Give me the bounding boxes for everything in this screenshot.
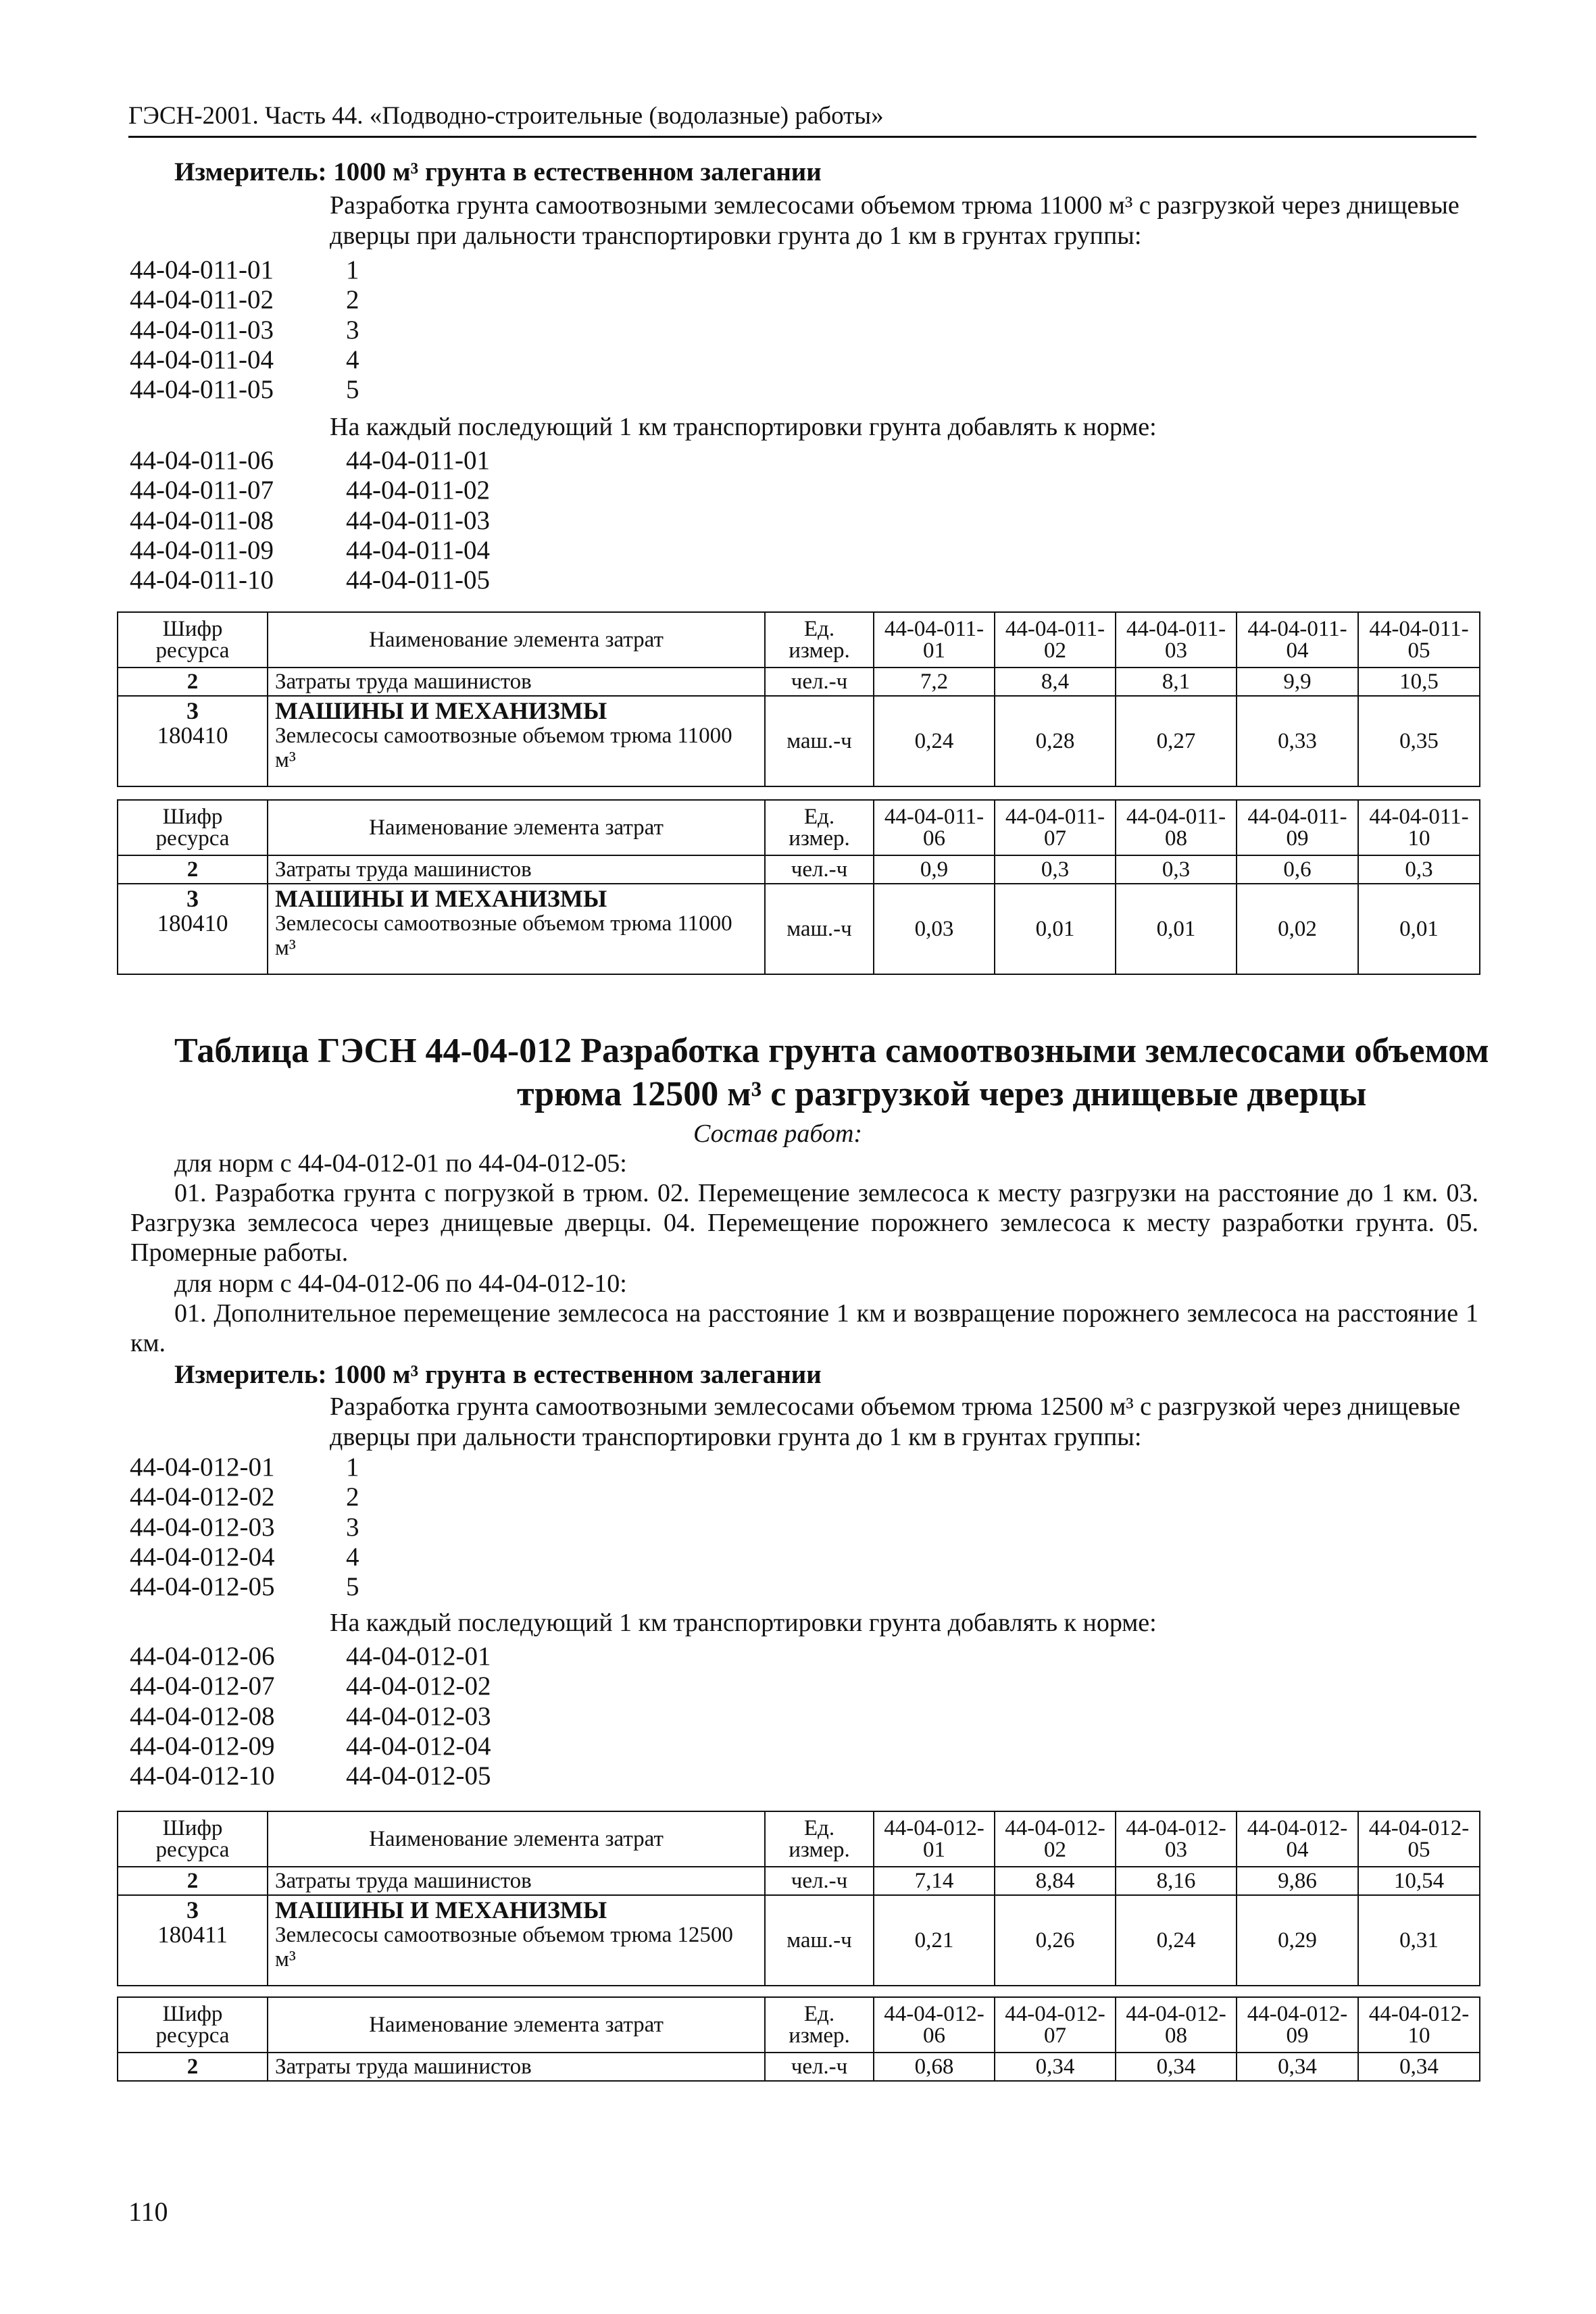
norm-column-header: 44-04-011-05	[1358, 612, 1480, 668]
norm-code: 44-04-012-02	[130, 1482, 275, 1512]
norm-column-header: 44-04-012-03	[1116, 1811, 1237, 1867]
resource-unit: чел.-ч	[765, 855, 874, 884]
value-cell: 0,31	[1358, 1895, 1480, 1986]
soil-group: 5	[346, 375, 359, 405]
unit-header: Ед. измер.	[765, 1997, 874, 2053]
value-cell: 0,33	[1237, 696, 1358, 786]
norm-row	[130, 255, 359, 285]
ref-code: 44-04-011-03	[346, 505, 491, 535]
value-cell: 0,01	[995, 884, 1116, 974]
section-code: 3	[186, 697, 199, 724]
soil-group: 2	[346, 285, 359, 315]
norm-column-header: 44-04-011-03	[1116, 612, 1237, 668]
cipher-header: Шифр ресурса	[118, 1997, 268, 2053]
table-header-row	[118, 800, 1480, 855]
norm-description: Разработка грунта самоотвозными землесосами объемом трюма 11000 м³ с разгрузкой через днищевые дверцы при дальности транспортировки грунта до 1 км в грунтах группы:	[330, 191, 1460, 250]
value-cell: 0,34	[995, 2053, 1116, 2081]
norm-range-text: для норм с 44-04-012-06 по 44-04-012-10:	[174, 1269, 627, 1298]
norm-row	[130, 1482, 359, 1512]
ref-code: 44-04-011-01	[346, 446, 491, 475]
value-cell: 0,68	[874, 2053, 995, 2081]
resource-code: 180410	[157, 910, 228, 936]
norm-column-header: 44-04-012-09	[1237, 1997, 1358, 2053]
page-header: ГЭСН-2001. Часть 44. «Подводно-строительные (водолазные) работы»	[128, 101, 1476, 138]
per-km-row	[130, 1642, 491, 1671]
value-cell: 0,21	[874, 1895, 995, 1986]
soil-group: 3	[346, 1512, 359, 1542]
unit-header: Ед. измер.	[765, 800, 874, 855]
ref-code: 44-04-011-05	[346, 565, 491, 595]
resource-unit: чел.-ч	[765, 2053, 874, 2081]
resource-table	[117, 799, 1480, 975]
resource-code: 180411	[157, 1921, 228, 1948]
page-number: 110	[128, 2196, 168, 2227]
norm-row	[130, 1572, 359, 1602]
name-header: Наименование элемента затрат	[268, 612, 765, 668]
norm-code: 44-04-011-04	[130, 345, 274, 374]
machines-row	[118, 696, 1480, 786]
value-cell: 0,34	[1237, 2053, 1358, 2081]
norm-row	[130, 1513, 359, 1542]
value-cell: 7,2	[874, 668, 995, 696]
resource-unit: чел.-ч	[765, 668, 874, 696]
value-cell: 10,54	[1358, 1867, 1480, 1895]
value-cell: 0,29	[1237, 1895, 1358, 1986]
per-km-row	[130, 476, 490, 505]
per-km-row	[130, 1732, 491, 1761]
per-km-row	[130, 536, 490, 565]
resource-unit: маш.-ч	[765, 884, 874, 974]
norm-column-header: 44-04-012-05	[1358, 1811, 1480, 1867]
per-km-list	[130, 1642, 491, 1791]
ref-code: 44-04-012-02	[346, 1671, 491, 1701]
machines-name-cell	[268, 1895, 765, 1986]
resource-unit: маш.-ч	[765, 1895, 874, 1986]
soil-group: 4	[346, 345, 359, 374]
labor-row	[118, 855, 1480, 884]
norm-code: 44-04-011-10	[130, 565, 274, 595]
norm-code: 44-04-011-08	[130, 505, 274, 535]
norm-code: 44-04-012-09	[130, 1731, 275, 1761]
cipher-header: Шифр ресурса	[118, 1811, 268, 1867]
soil-group: 4	[346, 1542, 359, 1571]
cipher-header: Шифр ресурса	[118, 800, 268, 855]
ref-code: 44-04-012-01	[346, 1642, 491, 1671]
value-cell: 9,9	[1237, 668, 1358, 696]
per-km-row	[130, 1761, 491, 1791]
resource-code: 2	[118, 855, 268, 884]
value-cell: 8,16	[1116, 1867, 1237, 1895]
resource-name: Землесосы самоотвозные объемом трюма 12500 м³	[275, 1923, 733, 1971]
value-cell: 0,24	[874, 696, 995, 786]
resource-unit: чел.-ч	[765, 1867, 874, 1895]
value-cell: 8,1	[1116, 668, 1237, 696]
resource-code: 2	[118, 668, 268, 696]
norm-code: 44-04-011-07	[130, 476, 274, 505]
section-code: 3	[186, 885, 199, 912]
norm-code: 44-04-011-09	[130, 535, 274, 565]
norm-code: 44-04-012-06	[130, 1642, 275, 1671]
norm-code: 44-04-012-07	[130, 1671, 275, 1701]
value-cell: 0,3	[1116, 855, 1237, 884]
measure-line: Измеритель: 1000 м³ грунта в естественном залегании	[174, 1360, 822, 1389]
measure-line: Измеритель: 1000 м³ грунта в естественном залегании	[174, 157, 822, 186]
resource-code: 2	[118, 1867, 268, 1895]
norm-description: Разработка грунта самоотвозными землесосами объемом трюма 12500 м³ с разгрузкой через днищевые дверцы при дальности транспортировки грунта до 1 км в грунтах группы:	[330, 1392, 1461, 1451]
norm-code: 44-04-012-05	[130, 1572, 275, 1602]
value-cell: 8,84	[995, 1867, 1116, 1895]
section-code: 3	[186, 1896, 199, 1923]
norm-row	[130, 316, 359, 345]
norm-code: 44-04-012-01	[130, 1453, 275, 1482]
resource-code: 180410	[157, 722, 228, 749]
value-cell: 10,5	[1358, 668, 1480, 696]
value-cell: 0,03	[874, 884, 995, 974]
machines-row	[118, 884, 1480, 974]
resource-name: Затраты труда машинистов	[268, 2053, 765, 2081]
section-title: МАШИНЫ И МЕХАНИЗМЫ	[275, 885, 607, 912]
name-header: Наименование элемента затрат	[268, 800, 765, 855]
value-cell: 0,28	[995, 696, 1116, 786]
resource-name: Затраты труда машинистов	[268, 855, 765, 884]
resource-name: Затраты труда машинистов	[268, 1867, 765, 1895]
value-cell: 0,34	[1116, 2053, 1237, 2081]
value-cell: 0,02	[1237, 884, 1358, 974]
section-title: Таблица ГЭСН 44-04-012 Разработка грунта самоотвозными землесосами объемом	[174, 1032, 1489, 1070]
norm-range-text: для норм с 44-04-012-01 по 44-04-012-05:	[174, 1149, 627, 1178]
norm-column-header: 44-04-012-04	[1237, 1811, 1358, 1867]
norm-code: 44-04-011-01	[130, 255, 274, 284]
resource-table	[117, 611, 1480, 787]
resource-table	[117, 1996, 1480, 2082]
machines-row	[118, 1895, 1480, 1986]
resource-table	[117, 1811, 1480, 1986]
resource-code: 2	[118, 2053, 268, 2081]
value-cell: 0,3	[995, 855, 1116, 884]
norm-code: 44-04-012-04	[130, 1542, 275, 1571]
norm-code: 44-04-011-06	[130, 446, 274, 475]
norm-column-header: 44-04-012-08	[1116, 1997, 1237, 2053]
labor-row	[118, 1867, 1480, 1895]
value-cell: 0,01	[1116, 884, 1237, 974]
norm-column-header: 44-04-011-02	[995, 612, 1116, 668]
norm-column-header: 44-04-011-01	[874, 612, 995, 668]
resource-name: Затраты труда машинистов	[268, 668, 765, 696]
norm-code: 44-04-012-10	[130, 1761, 275, 1791]
value-cell: 9,86	[1237, 1867, 1358, 1895]
value-cell: 0,01	[1358, 884, 1480, 974]
norm-row	[130, 345, 359, 375]
value-cell: 7,14	[874, 1867, 995, 1895]
labor-row	[118, 668, 1480, 696]
norm-column-header: 44-04-011-09	[1237, 800, 1358, 855]
norm-code: 44-04-011-02	[130, 285, 274, 315]
unit-header: Ед. измер.	[765, 1811, 874, 1867]
works-paragraph: 01. Дополнительное перемещение землесоса на расстояние 1 км и возвращение порожнего землесоса на расстояние 1 км.	[130, 1299, 1478, 1357]
resource-unit: маш.-ч	[765, 696, 874, 786]
norm-column-header: 44-04-011-07	[995, 800, 1116, 855]
soil-group: 3	[346, 315, 359, 345]
section-title: МАШИНЫ И МЕХАНИЗМЫ	[275, 697, 607, 724]
norm-codes-list	[130, 255, 359, 405]
per-km-text: На каждый последующий 1 км транспортировки грунта добавлять к норме:	[330, 1609, 1157, 1637]
per-km-text: На каждый последующий 1 км транспортировки грунта добавлять к норме:	[330, 413, 1157, 441]
norm-codes-list	[130, 1453, 359, 1602]
norm-code: 44-04-011-05	[130, 375, 274, 405]
norm-column-header: 44-04-012-02	[995, 1811, 1116, 1867]
cipher-header: Шифр ресурса	[118, 612, 268, 668]
labor-row	[118, 2053, 1480, 2081]
ref-code: 44-04-012-04	[346, 1731, 491, 1761]
ref-code: 44-04-012-03	[346, 1701, 491, 1731]
norm-column-header: 44-04-011-06	[874, 800, 995, 855]
norm-row	[130, 285, 359, 315]
norm-column-header: 44-04-011-10	[1358, 800, 1480, 855]
machines-code-cell	[118, 696, 268, 786]
ref-code: 44-04-012-05	[346, 1761, 491, 1791]
value-cell: 0,24	[1116, 1895, 1237, 1986]
works-paragraph: 01. Разработка грунта с погрузкой в трюм. 02. Перемещение землесоса к месту разгрузки на расстояние до 1 км. 03. Разгрузка землесоса через днищевые дверцы. 04. Перемещение порожнего землесоса к месту разработки грунта. 05. Промерные работы.	[130, 1179, 1478, 1267]
value-cell: 0,26	[995, 1895, 1116, 1986]
value-cell: 0,6	[1237, 855, 1358, 884]
norm-code: 44-04-011-03	[130, 315, 274, 345]
norm-column-header: 44-04-011-04	[1237, 612, 1358, 668]
table-header-row	[118, 1811, 1480, 1867]
section-title-line2: трюма 12500 м³ с разгрузкой через днищевые дверцы	[517, 1075, 1367, 1113]
value-cell: 0,34	[1358, 2053, 1480, 2081]
soil-group: 2	[346, 1482, 359, 1512]
name-header: Наименование элемента затрат	[268, 1997, 765, 2053]
machines-code-cell	[118, 884, 268, 974]
machines-code-cell	[118, 1895, 268, 1986]
resource-name: Землесосы самоотвозные объемом трюма 11000 м³	[275, 911, 732, 960]
value-cell: 0,27	[1116, 696, 1237, 786]
norm-column-header: 44-04-012-01	[874, 1811, 995, 1867]
ref-code: 44-04-011-02	[346, 476, 491, 505]
per-km-row	[130, 1671, 491, 1701]
soil-group: 1	[346, 1453, 359, 1482]
composition-heading: Состав работ:	[693, 1120, 863, 1148]
per-km-row	[130, 1702, 491, 1732]
resource-name: Землесосы самоотвозные объемом трюма 11000 м³	[275, 724, 732, 772]
norm-row	[130, 1542, 359, 1572]
section-title: МАШИНЫ И МЕХАНИЗМЫ	[275, 1896, 607, 1923]
norm-code: 44-04-012-03	[130, 1512, 275, 1542]
per-km-row	[130, 446, 490, 476]
name-header: Наименование элемента затрат	[268, 1811, 765, 1867]
per-km-row	[130, 506, 490, 536]
machines-name-cell	[268, 696, 765, 786]
value-cell: 0,9	[874, 855, 995, 884]
norm-column-header: 44-04-012-07	[995, 1997, 1116, 2053]
value-cell: 0,3	[1358, 855, 1480, 884]
norm-row	[130, 1453, 359, 1482]
table-header-row	[118, 612, 1480, 668]
soil-group: 5	[346, 1572, 359, 1602]
norm-code: 44-04-012-08	[130, 1701, 275, 1731]
ref-code: 44-04-011-04	[346, 535, 491, 565]
per-km-row	[130, 565, 490, 595]
unit-header: Ед. измер.	[765, 612, 874, 668]
norm-row	[130, 375, 359, 405]
soil-group: 1	[346, 255, 359, 284]
per-km-list	[130, 446, 490, 595]
norm-column-header: 44-04-011-08	[1116, 800, 1237, 855]
machines-name-cell	[268, 884, 765, 974]
norm-column-header: 44-04-012-10	[1358, 1997, 1480, 2053]
value-cell: 0,35	[1358, 696, 1480, 786]
table-header-row	[118, 1997, 1480, 2053]
value-cell: 8,4	[995, 668, 1116, 696]
norm-column-header: 44-04-012-06	[874, 1997, 995, 2053]
